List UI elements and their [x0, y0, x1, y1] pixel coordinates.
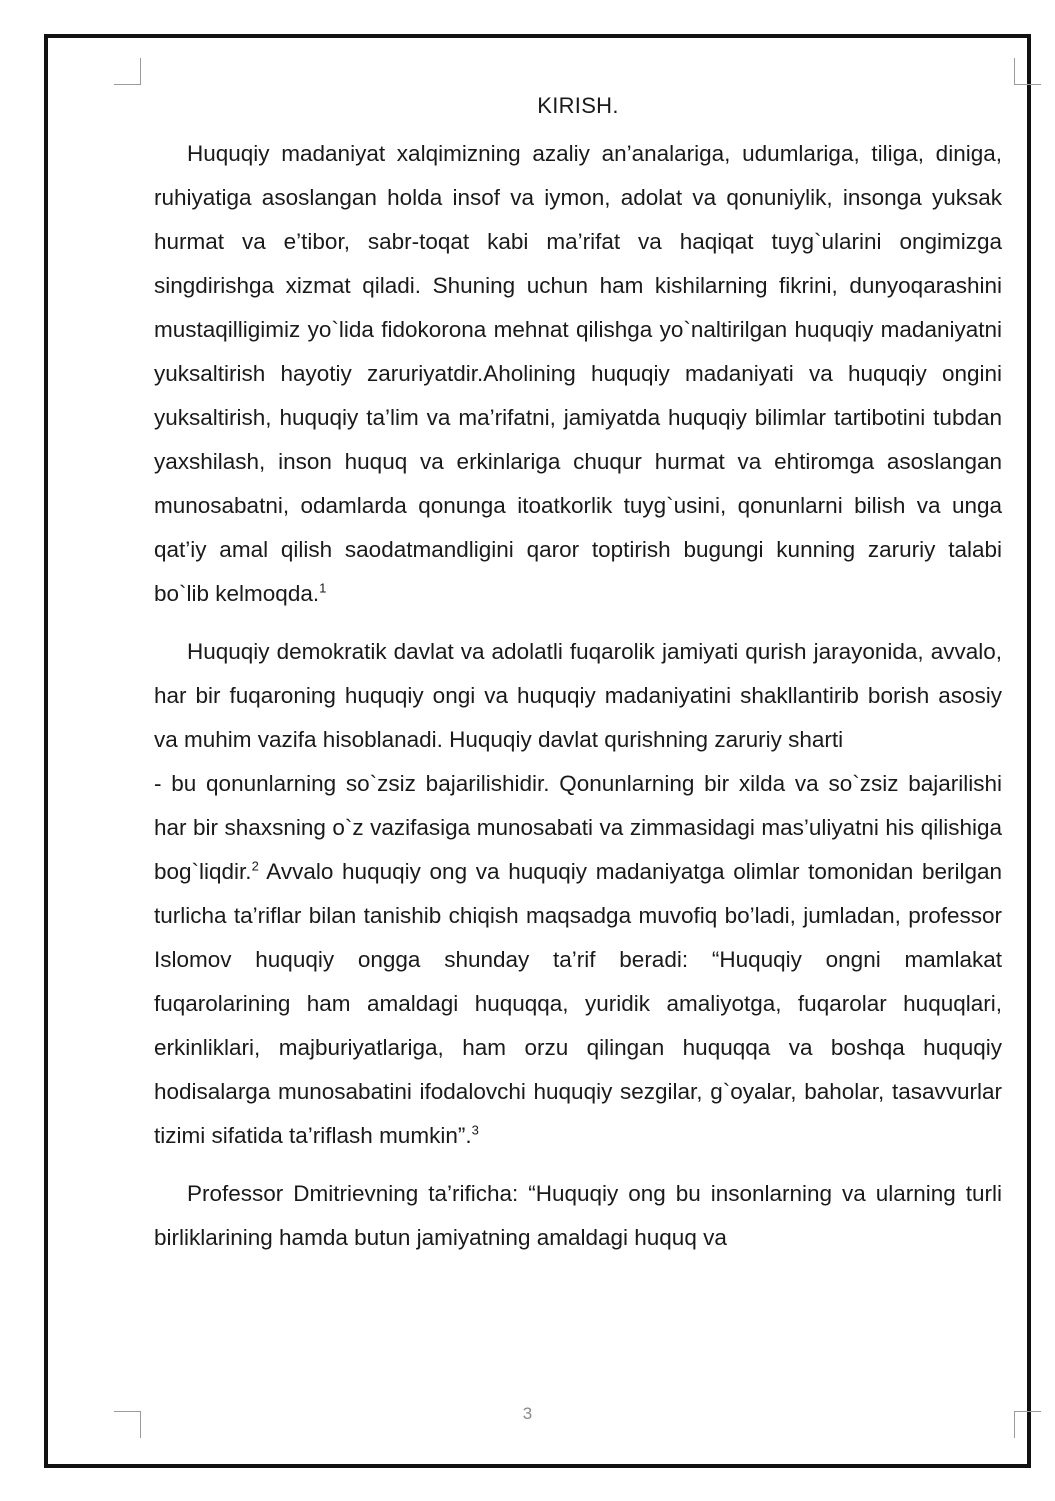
paragraph-text: Huquqiy madaniyat xalqimizning azaliy an’analariga, udumlariga, tiliga, diniga, ruhiyatiga asoslangan holda insof va iymon, adolat va qonuniylik, insonga yuksak hurmat va e’tibor, sabr-toqat kabi ma’rifat va haqiqat tuyg`ularini ongimizga singdirishga xizmat qiladi. Shuning uchun ham kishilarning fikrini, dunyoqarashini mustaqilligimiz yo`lida fidokorona mehnat qilishga yo`naltirilgan huquqiy madaniyatni yuksaltirish hayotiy zaruriyatdir.Aholining huquqiy madaniyati va huquqiy ongini yuksaltirish, huquqiy ta’lim va ma’rifatni, jamiyatda huquqiy bilimlar tartibotini tubdan yaxshilash, inson huquq va erkinlariga chuqur hurmat va ehtiromga asoslangan munosabatni, odamlarda qonunga itoatkorlik tuyg`usini, qonunlarni bilish va unga qat’iy amal qilish saodatmandligini qaror toptirish bugungi kunning zaruriy talabi bo`lib kelmoqda.	[154, 141, 1002, 606]
margin-corner-mark	[1014, 58, 1041, 85]
footnote-ref[interactable]: 2	[251, 858, 259, 874]
margin-corner-mark	[114, 58, 141, 85]
footnote-ref[interactable]: 1	[319, 580, 327, 596]
paragraph-4	[154, 1172, 1002, 1260]
document-body	[154, 88, 1002, 1274]
document-title: KIRISH.	[537, 93, 619, 118]
paragraph-text: - bu qonunlarning so`zsiz bajarilishidir. Qonunlarning bir xilda va so`zsiz bajarilishi har bir shaxsning o`z vazifasiga munosabati va zimmasidagi mas’uliyatni his qilishiga bog`liqdir.	[154, 771, 1002, 884]
paragraph-2	[154, 630, 1002, 762]
paragraph-1	[154, 132, 1002, 616]
footnote-ref[interactable]: 3	[471, 1122, 479, 1138]
paragraph-text: Professor Dmitrievning ta’rificha: “Huquqiy ong bu insonlarning va ularning turli birliklarining hamda butun jamiyatning amaldagi huquq va	[154, 1181, 1002, 1250]
paragraph-3	[154, 762, 1002, 1158]
page-number: 3	[522, 1404, 533, 1423]
paragraph-text: Huquqiy demokratik davlat va adolatli fuqarolik jamiyati qurish jarayonida, avvalo, har bir fuqaroning huquqiy ongi va huquqiy madaniyatini shakllantirib borish asosiy va muhim vazifa hisoblanadi. Huquqiy davlat qurishning zaruriy sharti	[154, 639, 1002, 752]
paragraph-text: Avvalo huquqiy ong va huquqiy madaniyatga olimlar tomonidan berilgan turlicha ta’riflar bilan tanishib chiqish maqsadga muvofiq bo’ladi, jumladan, professor Islomov huquqiy ongga shunday ta’rif beradi: “Huquqiy ongni mamlakat fuqarolarining ham amaldagi huquqqa, yuridik amaliyotga, fuqarolar huquqlari, erkinliklari, majburiyatlariga, ham orzu qilingan huquqqa va boshqa huquqiy hodisalarga munosabatini ifodalovchi huquqiy sezgilar, g`oyalar, baholar, tasavvurlar tizimi sifatida ta’riflash mumkin”.	[154, 859, 1002, 1148]
